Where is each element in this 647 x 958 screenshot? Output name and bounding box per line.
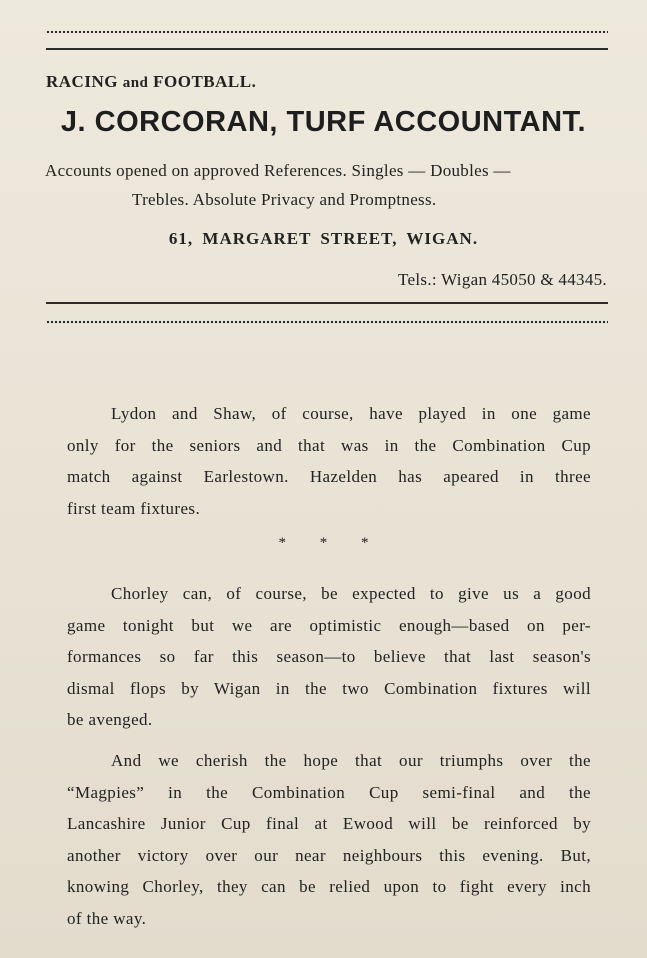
business-name: J. CORCORAN, TURF ACCOUNTANT. (60, 106, 587, 138)
paragraph-line: Chorley can, of course, be expected to give us a good (111, 584, 591, 603)
paragraph-line: formances so far this season—to believe that last season's (67, 647, 591, 666)
paragraph-line: Lancashire Junior Cup final at Ewood will be reinforced by (67, 814, 591, 833)
paragraph-line: first team fixtures. (67, 498, 201, 518)
category-and: and (122, 75, 149, 91)
paragraph-1 (67, 398, 591, 524)
paragraph-3 (67, 745, 591, 934)
paragraph-line: match against Earlestown. Hazelden has apeared in three (67, 467, 591, 486)
bottom-dotted-rule (46, 320, 608, 324)
paragraph-line: be avenged. (67, 710, 153, 729)
paragraph-line: dismal flops by Wigan in the two Combination fixtures will (67, 678, 591, 698)
advert-line-1: Accounts opened on approved References. Singles — Doubles — (45, 161, 511, 180)
category-racing: RACING (46, 72, 118, 91)
category-football: FOOTBALL. (153, 72, 257, 91)
bottom-solid-rule (46, 302, 608, 304)
paragraph-2 (67, 578, 591, 736)
top-solid-rule (46, 48, 608, 50)
paragraph-line: And we cherish the hope that our triumphs over the (111, 751, 591, 770)
paragraph-line: only for the seniors and that was in the Combination Cup (67, 435, 591, 455)
paragraph-line: Lydon and Shaw, of course, have played in one game (111, 404, 591, 423)
paragraph-line: another victory over our near neighbours this evening. But, (67, 845, 591, 865)
paragraph-line: of the way. (67, 908, 147, 928)
section-separator: * * * (278, 535, 369, 551)
advert-line-2: Trebles. Absolute Privacy and Promptness. (132, 190, 437, 209)
business-address: 61, MARGARET STREET, WIGAN. (168, 229, 479, 248)
paragraph-line: game tonight but we are optimistic enough—based on per- (67, 615, 591, 635)
telephone-numbers: Tels.: Wigan 45050 & 44345. (398, 270, 607, 289)
advert-category (46, 72, 256, 92)
top-dotted-rule (46, 30, 608, 34)
paragraph-line: “Magpies” in the Combination Cup semi-final and the (67, 782, 591, 802)
paragraph-line: knowing Chorley, they can be relied upon to fight every inch (67, 877, 591, 896)
